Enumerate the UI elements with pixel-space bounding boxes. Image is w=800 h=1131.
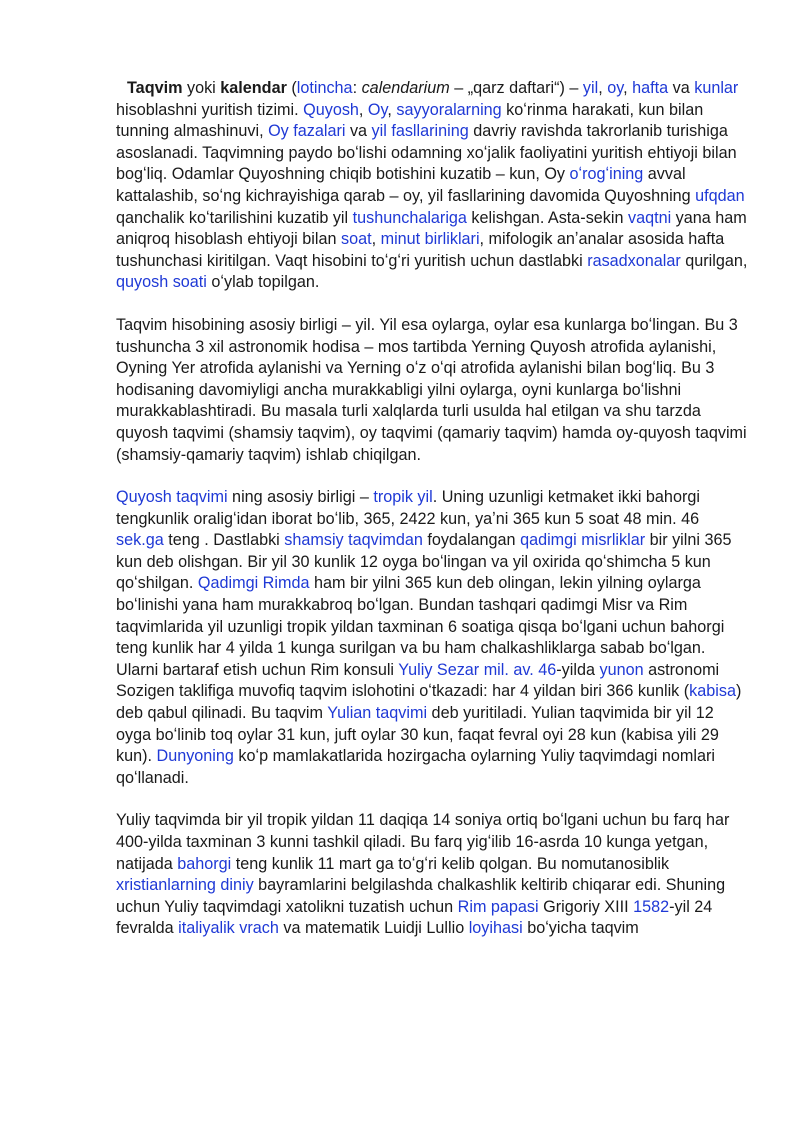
wiki-link[interactable]: yunon [599, 660, 644, 679]
wiki-link[interactable]: mil. av. 46 [483, 660, 557, 679]
wiki-link[interactable]: Quyosh taqvimi [116, 488, 228, 507]
paragraph-solar-calendar [116, 487, 748, 789]
text-run: ) deb qabul qilinadi. Bu taqvim [116, 682, 742, 723]
wiki-link[interactable]: qadimgi misrliklar [520, 531, 646, 550]
text-run: bayramlarini belgilashda chalkashlik keltirib chiqarar edi. Shuning uchun Yuliy taqvimdagi xatolikni tuzatish uchun [116, 876, 726, 916]
wiki-link[interactable]: rasadxonalar [587, 251, 681, 270]
text-run: : [352, 79, 362, 97]
text-run: , [623, 79, 633, 97]
text-run: , [598, 79, 608, 97]
text-run: , [387, 100, 397, 119]
wiki-link[interactable]: ufqdan [695, 186, 745, 205]
wiki-link[interactable]: Yulian taqvimi [327, 704, 428, 723]
text-run: qurilgan, [680, 251, 748, 270]
text-run: va [345, 122, 372, 141]
text-run: astronomi Sozigen taklifiga muvofiq taqvim islohotini oʻtkazadi: har 4 yildan biri 366 kunlik ( [116, 660, 720, 701]
wiki-link[interactable]: 1582 [633, 897, 670, 916]
wiki-link[interactable]: bahorgi [177, 854, 232, 873]
text-run: va [668, 79, 695, 97]
wiki-link[interactable]: sayyoralarning [396, 100, 502, 119]
wiki-link[interactable]: vaqtni [627, 208, 672, 227]
bold-term: kalendar [220, 79, 287, 97]
text-run: ( [286, 79, 297, 97]
wiki-link[interactable]: Quyosh [303, 100, 359, 119]
bold-term: Taqvim [127, 79, 183, 97]
text-run: yoki [182, 79, 221, 97]
wiki-link[interactable]: kabisa [689, 682, 736, 701]
text-run: bir yilni 365 kun deb olishgan. Bir yil 30 kunlik 12 oyga boʻlingan va yil oxirida qoʻshimcha 5 kun qoʻshilgan. [116, 531, 732, 593]
wiki-link[interactable]: italiyalik vrach [178, 919, 279, 938]
text-run: , mifologik anʼanalar asosida hafta tushunchasi kiritilgan. Vaqt hisobini toʻgʻri yuritish uchun dastlabki [116, 230, 725, 270]
wiki-link[interactable]: kunlar [694, 79, 739, 97]
text-run: yana ham aniqroq hisoblash ehtiyoji bilan [116, 208, 747, 249]
text-run: , [371, 230, 381, 249]
text-run: foydalangan [422, 531, 521, 550]
wiki-link[interactable]: tushunchalariga [352, 208, 467, 227]
wiki-link[interactable]: Oy fazalari [268, 122, 346, 141]
wiki-link[interactable]: shamsiy taqvimdan [284, 531, 423, 550]
text-run: Yuliy taqvimda bir yil tropik yildan 11 daqiqa 14 soniya ortiq boʻlgani uchun bu farq har 400-yilda taxminan 3 kunni tashkil qiladi. Bu farq yigʻilib 16-asrda 10 kunga yetgan, natijada [116, 811, 730, 873]
text-run: deb yuritiladi. Yulian taqvimida bir yil 12 oyga boʻlinib toq oylar 31 kun, juft oylar 30 kun, faqat fevral oyi 28 kun (kabisa yili 29 kun). [116, 704, 719, 766]
text-run: – „qarz daftari“) – [449, 79, 583, 97]
wiki-link[interactable]: quyosh soati [116, 273, 207, 292]
wiki-link[interactable]: tropik yil [373, 488, 433, 507]
wiki-link[interactable]: loyihasi [468, 919, 523, 938]
wiki-link[interactable]: oʻrogʻining [569, 165, 644, 184]
wiki-link[interactable]: yil fasllarining [371, 122, 469, 141]
paragraph-units [116, 315, 748, 466]
text-run: Grigoriy XIII [538, 897, 634, 916]
wiki-link[interactable]: Rim papasi [457, 897, 539, 916]
text-run: ham bir yilni 365 kun deb olingan, lekin yilning oylarga boʻlinishi yana ham murakkabroq boʻlgan. Bundan tashqari qadimgi Misr va Rim taqvimlarida yil uzunligi tropik yildan taxminan 6 soatiga qisqa boʻlgani uchun bahorgi teng kunlik har 4 yilda 1 kunga surilgan va bu ham chalkashliklarga sabab boʻlgan. Ularni bartaraf etish uchun Rim konsuli [116, 574, 725, 679]
wiki-link[interactable]: yil [582, 79, 599, 97]
text-run: boʻyicha taqvim [522, 919, 639, 938]
wiki-link[interactable]: soat [340, 230, 372, 249]
paragraph-intro [116, 78, 748, 294]
wiki-link[interactable]: oy [607, 79, 624, 97]
text-run: avval kattalashib, soʻng kichrayishiga qarab – oy, yil fasllarining davomida Quyoshning [116, 165, 696, 205]
text-run: -yilda [556, 660, 600, 679]
text-run: koʻrinma harakati, kun bilan tunning almashinuvi, [116, 100, 704, 141]
wiki-link[interactable]: Qadimgi Rimda [197, 574, 310, 593]
wiki-link[interactable]: lotincha [296, 79, 353, 97]
wiki-link[interactable]: Oy [367, 100, 388, 119]
wiki-link[interactable]: sek.ga [116, 531, 164, 550]
article-body [116, 78, 748, 961]
italic-term: calendarium [361, 79, 450, 97]
text-run: ning asosiy birligi – [227, 488, 374, 507]
text-run: qanchalik koʻtarilishini kuzatib yil [116, 208, 353, 227]
text-run: teng kunlik 11 mart ga toʻgʻri kelib qolgan. Bu nomutanosiblik [231, 854, 670, 873]
text-run: hisoblashni yuritish tizimi. [116, 100, 304, 119]
text-run: oʻylab topilgan. [206, 273, 320, 292]
text-run: kelishgan. Asta-sekin [466, 208, 628, 227]
text-run: -yil 24 fevralda [116, 897, 713, 938]
text-run: . Uning uzunligi ketmaket ikki bahorgi tengkunlik oraligʻidan iborat boʻlib, 365, 2422 kun, yaʼni 365 kun 5 soat 48 min. 46 [116, 488, 700, 528]
text-run: Taqvim hisobining asosiy birligi – yil. Yil esa oylarga, oylar esa kunlarga boʻlingan. Bu 3 tushuncha 3 xil astronomik hodisa – mos tartibda Yerning Quyosh atrofida aylanishi, Oyning Yer atrofida aylanishi va Yerning oʻz oʻqi atrofida aylanishi bilan bogʻliq. Bu 3 hodisaning davomiyligi ancha murakkabligi yilni oylarga, oyni kunlarga boʻlishni murakkablashtiradi. Bu masala turli xalqlarda turli usulda hal etilgan va shu tarzda quyosh taqvimi (shamsiy taqvim), oy taqvimi (qamariy taqvim) hamda oy-quyosh taqvimi (shamsiy-qamariy taqvim) ishlab chiqilgan. [116, 315, 747, 464]
paragraph-julian-error [116, 810, 748, 940]
text-run: koʻp mamlakatlarida hozirgacha oylarning Yuliy taqvimdagi nomlari qoʻllanadi. [116, 747, 715, 787]
wiki-link[interactable]: xristianlarning diniy [116, 876, 254, 895]
wiki-link[interactable]: Dunyoning [156, 747, 234, 766]
text-run: va matematik Luidji Lullio [278, 919, 469, 938]
text-run: teng . Dastlabki [163, 531, 285, 550]
wiki-link[interactable]: hafta [632, 79, 669, 97]
wiki-link[interactable]: Yuliy Sezar [398, 660, 480, 679]
text-run: davriy ravishda takrorlanib turishiga asoslanadi. Taqvimning paydo boʻlishi odamning xoʻjalik faoliyatini yuritish ehtiyoji bilan bogʻliq. Odamlar Quyoshning chiqib botishini kuzatib – kun, Oy [116, 122, 737, 184]
wiki-link[interactable]: minut birliklari [380, 230, 480, 249]
text-run: , [358, 100, 368, 119]
